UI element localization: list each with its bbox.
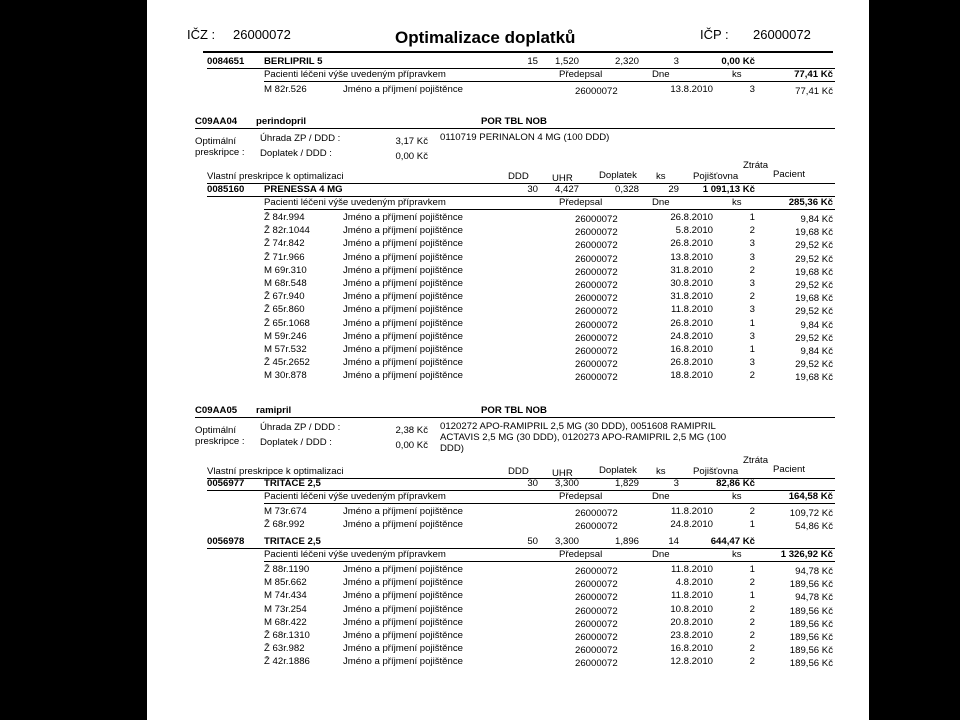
- drug-name: PRENESSA 4 MG: [264, 184, 343, 195]
- drug-doplatek: 2,320: [614, 56, 639, 67]
- patient-name: Jméno a příjmení pojištěnce: [343, 564, 463, 575]
- doplatek-value: 0,00 Kč: [395, 440, 428, 451]
- patient-name: Jméno a příjmení pojištěnce: [343, 278, 463, 289]
- patient-id: Ž 67r.940: [264, 291, 305, 303]
- patient-id: M 69r.310: [264, 264, 307, 276]
- uhrada-value: 3,17 Kč: [395, 136, 428, 147]
- patient-amount: 29,52 Kč: [795, 332, 833, 344]
- patient-ks: 3: [749, 357, 755, 369]
- patients-header: Pacienti léčeni výše uvedeným přípravkem: [264, 197, 446, 208]
- drug-pojistovna: 644,47 Kč: [710, 536, 755, 547]
- prescription-date: 20.8.2010: [670, 616, 713, 628]
- drug-uhr: 3,300: [554, 478, 579, 489]
- patient-name: Jméno a příjmení pojištěnce: [343, 225, 463, 237]
- prescription-date: 30.8.2010: [670, 278, 713, 289]
- patient-name: Jméno a příjmení pojištěnce: [343, 357, 463, 369]
- prescription-date: 31.8.2010: [670, 291, 713, 303]
- patient-amount: 29,52 Kč: [795, 306, 833, 318]
- patient-name: Jméno a příjmení pojištěnce: [343, 330, 463, 342]
- col-pacient: Pacient: [773, 169, 805, 180]
- patient-amount: 54,86 Kč: [795, 521, 833, 533]
- doctor-id: 26000072: [575, 508, 618, 519]
- doctor-id: 26000072: [575, 346, 618, 357]
- doctor-id: 26000072: [575, 214, 618, 225]
- doctor-id: 26000072: [575, 372, 618, 384]
- col-pojistovna: Pojišťovna: [693, 466, 739, 477]
- doctor-id: 26000072: [575, 253, 618, 265]
- drug-ddd: 50: [527, 536, 538, 547]
- patient-ks: 2: [749, 656, 755, 668]
- patient-id: Ž 65r.860: [264, 304, 305, 316]
- prescription-date: 12.8.2010: [670, 656, 713, 668]
- patient-amount: 29,52 Kč: [795, 240, 833, 252]
- doctor-id: 26000072: [575, 359, 618, 371]
- patient-ks: 2: [749, 225, 755, 237]
- patient-id: M 68r.548: [264, 278, 307, 289]
- patient-ks: 3: [749, 251, 755, 263]
- patient-ks: 2: [749, 370, 755, 382]
- doctor-id: 26000072: [575, 605, 618, 617]
- patient-name: Jméno a příjmení pojištěnce: [343, 506, 463, 517]
- predepsal-label: Předepsal: [559, 197, 603, 208]
- patient-id: Ž 82r.1044: [264, 225, 310, 237]
- patient-amount: 94,78 Kč: [795, 566, 833, 577]
- col-ztrata: Ztráta: [743, 160, 769, 171]
- patients-header-divider: [264, 209, 835, 210]
- patient-name: Jméno a příjmení pojištěnce: [343, 643, 463, 655]
- patient-ks: 2: [749, 577, 755, 589]
- atc-code: C09AA04: [195, 116, 238, 127]
- optimal-alternatives: 0120272 APO-RAMIPRIL 2,5 MG (30 DDD), 0051608 RAMIPRIL: [440, 421, 716, 432]
- patient-amount: 29,52 Kč: [795, 253, 833, 265]
- patient-ks: 2: [749, 264, 755, 276]
- doctor-id: 26000072: [575, 592, 618, 604]
- patient-id: M 57r.532: [264, 344, 307, 355]
- patient-name: Jméno a příjmení pojištěnce: [343, 317, 463, 329]
- patient-ks: 1: [749, 212, 755, 223]
- patient-id: M 73r.674: [264, 506, 307, 517]
- patient-ks: 2: [749, 506, 755, 517]
- drug-ddd: 30: [527, 478, 538, 489]
- patient-ks: 3: [749, 304, 755, 316]
- patient-id: Ž 74r.842: [264, 238, 305, 250]
- patient-id: Ž 71r.966: [264, 251, 305, 263]
- patient-amount: 94,78 Kč: [795, 592, 833, 604]
- doctor-id: 26000072: [575, 632, 618, 643]
- prescription-date: 11.8.2010: [671, 304, 713, 316]
- prescription-date: 11.8.2010: [671, 590, 713, 602]
- drug-pojistovna: 1 091,13 Kč: [702, 184, 755, 195]
- drug-ddd: 30: [527, 184, 538, 195]
- col-ks: ks: [656, 171, 666, 182]
- prescription-date: 26.8.2010: [670, 238, 713, 250]
- patients-total: 77,41 Kč: [794, 69, 833, 80]
- optimal-alternatives: ACTAVIS 2,5 MG (30 DDD), 0120273 APO-RAMIPRIL 2,5 MG (100: [440, 432, 727, 443]
- doctor-id: 26000072: [575, 521, 618, 533]
- patient-amount: 9,84 Kč: [800, 346, 833, 357]
- patient-ks: 2: [749, 603, 755, 615]
- prescription-date: 11.8.2010: [671, 564, 713, 575]
- doctor-id: 26000072: [575, 566, 618, 577]
- prescription-date: 24.8.2010: [670, 330, 713, 342]
- optimal-alternatives: 0110719 PERINALON 4 MG (100 DDD): [440, 132, 610, 143]
- own-prescription-label: Vlastní preskripce k optimalizaci: [207, 171, 344, 182]
- atc-code: C09AA05: [195, 405, 238, 416]
- col-uhr: UHR: [552, 468, 573, 479]
- icz-value: 26000072: [233, 27, 291, 42]
- predepsal-label: Předepsal: [559, 549, 603, 560]
- patient-ks: 3: [749, 84, 755, 95]
- patient-name: Jméno a příjmení pojištěnce: [343, 590, 463, 602]
- patient-name: Jméno a příjmení pojištěnce: [343, 603, 463, 615]
- patient-id: M 82r.526: [264, 84, 307, 95]
- patient-amount: 19,68 Kč: [795, 266, 833, 278]
- drug-name: TRITACE 2,5: [264, 478, 321, 489]
- patient-id: M 73r.254: [264, 603, 307, 615]
- patient-name: Jméno a příjmení pojištěnce: [343, 577, 463, 589]
- col-doplatek: Doplatek: [599, 170, 637, 181]
- patient-ks: 1: [749, 317, 755, 329]
- patient-name: Jméno a příjmení pojištěnce: [343, 251, 463, 263]
- patient-amount: 109,72 Kč: [789, 508, 833, 519]
- prescription-date: 5.8.2010: [675, 225, 713, 237]
- drug-code: 0085160: [207, 184, 245, 195]
- ks-label: ks: [732, 491, 742, 502]
- doctor-id: 26000072: [575, 658, 618, 670]
- own-prescription-label: Vlastní preskripce k optimalizaci: [207, 466, 344, 477]
- icp-label: IČP :: [700, 27, 729, 42]
- doctor-id: 26000072: [575, 266, 618, 278]
- patient-ks: 3: [749, 278, 755, 289]
- patient-id: M 74r.434: [264, 590, 307, 602]
- patient-name: Jméno a příjmení pojištěnce: [343, 264, 463, 276]
- dosage-form: POR TBL NOB: [481, 116, 547, 127]
- patients-total: 164,58 Kč: [788, 491, 833, 502]
- prescription-date: 26.8.2010: [670, 212, 713, 223]
- patient-name: Jméno a příjmení pojištěnce: [343, 212, 463, 223]
- optimal-label: Optimální: [195, 425, 237, 436]
- drug-uhr: 3,300: [554, 536, 579, 547]
- ks-label: ks: [732, 69, 742, 80]
- drug-doplatek: 1,829: [614, 478, 639, 489]
- col-ddd: DDD: [508, 171, 529, 182]
- patient-name: Jméno a příjmení pojištěnce: [343, 630, 463, 641]
- patients-header-divider: [264, 503, 835, 504]
- patient-ks: 2: [749, 630, 755, 641]
- predepsal-label: Předepsal: [559, 491, 603, 502]
- doplatek-label: Doplatek / DDD :: [260, 148, 332, 159]
- patient-id: M 59r.246: [264, 330, 307, 342]
- col-doplatek: Doplatek: [599, 465, 637, 476]
- patients-total: 285,36 Kč: [788, 197, 833, 208]
- drug-ks: 3: [673, 56, 679, 67]
- patient-name: Jméno a příjmení pojištěnce: [343, 616, 463, 628]
- drug-ks: 14: [668, 536, 679, 547]
- doctor-id: 26000072: [575, 86, 618, 97]
- drug-code: 0056977: [207, 478, 245, 489]
- col-ks: ks: [656, 466, 666, 477]
- patient-name: Jméno a příjmení pojištěnce: [343, 84, 463, 95]
- patient-id: Ž 42r.1886: [264, 656, 310, 668]
- patient-ks: 1: [749, 344, 755, 355]
- patients-total: 1 326,92 Kč: [780, 549, 833, 560]
- patients-header: Pacienti léčeni výše uvedeným přípravkem: [264, 69, 446, 80]
- dne-label: Dne: [652, 491, 670, 502]
- patients-header-divider: [264, 81, 835, 82]
- patient-amount: 29,52 Kč: [795, 359, 833, 371]
- patient-amount: 9,84 Kč: [800, 319, 833, 331]
- patient-id: Ž 84r.994: [264, 212, 305, 223]
- doctor-id: 26000072: [575, 280, 618, 291]
- patient-name: Jméno a příjmení pojištěnce: [343, 344, 463, 355]
- doplatek-value: 0,00 Kč: [395, 151, 428, 162]
- patient-amount: 189,56 Kč: [789, 605, 833, 617]
- patient-id: M 30r.878: [264, 370, 307, 382]
- patient-amount: 9,84 Kč: [800, 214, 833, 225]
- header-rule: [203, 51, 833, 53]
- patient-id: M 85r.662: [264, 577, 307, 589]
- patient-name: Jméno a příjmení pojištěnce: [343, 370, 463, 382]
- prescription-date: 16.8.2010: [670, 344, 713, 355]
- dne-label: Dne: [652, 549, 670, 560]
- prescription-date: 26.8.2010: [670, 317, 713, 329]
- page-title: Optimalizace doplatků: [395, 28, 576, 47]
- patient-ks: 2: [749, 291, 755, 303]
- group-divider: [195, 128, 835, 129]
- group-divider: [195, 417, 835, 418]
- patient-amount: 189,56 Kč: [789, 645, 833, 657]
- patient-ks: 3: [749, 330, 755, 342]
- patient-amount: 29,52 Kč: [795, 280, 833, 291]
- doctor-id: 26000072: [575, 240, 618, 252]
- doctor-id: 26000072: [575, 579, 618, 591]
- dne-label: Dne: [652, 69, 670, 80]
- prescription-date: 26.8.2010: [670, 357, 713, 369]
- prescription-date: 10.8.2010: [670, 603, 713, 615]
- patient-amount: 189,56 Kč: [789, 632, 833, 643]
- drug-uhr: 4,427: [554, 184, 579, 195]
- drug-name: BERLIPRIL 5: [264, 56, 323, 67]
- uhrada-label: Úhrada ZP / DDD :: [260, 422, 341, 433]
- patient-amount: 19,68 Kč: [795, 293, 833, 305]
- prescription-date: 11.8.2010: [671, 506, 713, 517]
- prescription-date: 31.8.2010: [670, 264, 713, 276]
- doctor-id: 26000072: [575, 227, 618, 239]
- patient-id: Ž 88r.1190: [264, 564, 310, 575]
- patient-amount: 189,56 Kč: [789, 658, 833, 670]
- patient-name: Jméno a příjmení pojištěnce: [343, 291, 463, 303]
- predepsal-label: Předepsal: [559, 69, 603, 80]
- drug-pojistovna: 82,86 Kč: [716, 478, 755, 489]
- drug-ddd: 15: [527, 56, 538, 67]
- document-page: [147, 0, 869, 720]
- patient-amount: 19,68 Kč: [795, 372, 833, 384]
- patient-ks: 1: [749, 590, 755, 602]
- patient-ks: 1: [749, 564, 755, 575]
- patient-ks: 2: [749, 643, 755, 655]
- drug-ks: 3: [673, 478, 679, 489]
- substance-name: perindopril: [256, 116, 307, 127]
- patient-ks: 2: [749, 616, 755, 628]
- prescription-date: 23.8.2010: [670, 630, 713, 641]
- drug-name: TRITACE 2,5: [264, 536, 321, 547]
- drug-doplatek: 0,328: [614, 184, 639, 195]
- patient-id: Ž 63r.982: [264, 643, 305, 655]
- patient-id: Ž 65r.1068: [264, 317, 310, 329]
- patient-name: Jméno a příjmení pojištěnce: [343, 519, 463, 531]
- dne-label: Dne: [652, 197, 670, 208]
- patients-header: Pacienti léčeni výše uvedeným přípravkem: [264, 491, 446, 502]
- prescription-date: 4.8.2010: [675, 577, 713, 589]
- doctor-id: 26000072: [575, 332, 618, 344]
- optimal-alternatives: DDD): [440, 443, 464, 454]
- patient-id: Ž 68r.1310: [264, 630, 310, 641]
- col-ztrata: Ztráta: [743, 455, 769, 466]
- optimal-label: Optimální: [195, 136, 237, 147]
- patient-amount: 189,56 Kč: [789, 618, 833, 630]
- icp-value: 26000072: [753, 27, 811, 42]
- substance-name: ramipril: [256, 405, 292, 416]
- icz-label: IČZ :: [187, 27, 216, 42]
- drug-doplatek: 1,896: [614, 536, 639, 547]
- drug-code: 0084651: [207, 56, 245, 67]
- doctor-id: 26000072: [575, 319, 618, 331]
- prescription-date: 16.8.2010: [670, 643, 713, 655]
- doctor-id: 26000072: [575, 293, 618, 305]
- col-pacient: Pacient: [773, 464, 805, 475]
- patient-id: Ž 68r.992: [264, 519, 305, 531]
- patients-header: Pacienti léčeni výše uvedeným přípravkem: [264, 549, 446, 560]
- uhrada-label: Úhrada ZP / DDD :: [260, 133, 341, 144]
- prescription-date: 18.8.2010: [670, 370, 713, 382]
- patient-amount: 77,41 Kč: [795, 86, 833, 97]
- patient-ks: 3: [749, 238, 755, 250]
- col-ddd: DDD: [508, 466, 529, 477]
- patient-name: Jméno a příjmení pojištěnce: [343, 656, 463, 668]
- prescription-date: 13.8.2010: [670, 84, 713, 95]
- drug-ks: 29: [668, 184, 679, 195]
- prescription-date: 13.8.2010: [670, 251, 713, 263]
- patient-id: M 68r.422: [264, 616, 307, 628]
- patient-id: Ž 45r.2652: [264, 357, 310, 369]
- col-pojistovna: Pojišťovna: [693, 171, 739, 182]
- col-uhr: UHR: [552, 173, 573, 184]
- drug-pojistovna: 0,00 Kč: [721, 56, 755, 67]
- prescription-label: preskripce :: [195, 436, 245, 447]
- ks-label: ks: [732, 197, 742, 208]
- doplatek-label: Doplatek / DDD :: [260, 437, 332, 448]
- drug-code: 0056978: [207, 536, 245, 547]
- patient-ks: 1: [749, 519, 755, 531]
- doctor-id: 26000072: [575, 645, 618, 657]
- ks-label: ks: [732, 549, 742, 560]
- uhrada-value: 2,38 Kč: [395, 425, 428, 436]
- patient-name: Jméno a příjmení pojištěnce: [343, 304, 463, 316]
- patient-amount: 19,68 Kč: [795, 227, 833, 239]
- prescription-date: 24.8.2010: [670, 519, 713, 531]
- prescription-label: preskripce :: [195, 147, 245, 158]
- patients-header-divider: [264, 561, 835, 562]
- doctor-id: 26000072: [575, 306, 618, 318]
- dosage-form: POR TBL NOB: [481, 405, 547, 416]
- drug-uhr: 1,520: [554, 56, 579, 67]
- patient-name: Jméno a příjmení pojištěnce: [343, 238, 463, 250]
- patient-amount: 189,56 Kč: [789, 579, 833, 591]
- doctor-id: 26000072: [575, 618, 618, 630]
